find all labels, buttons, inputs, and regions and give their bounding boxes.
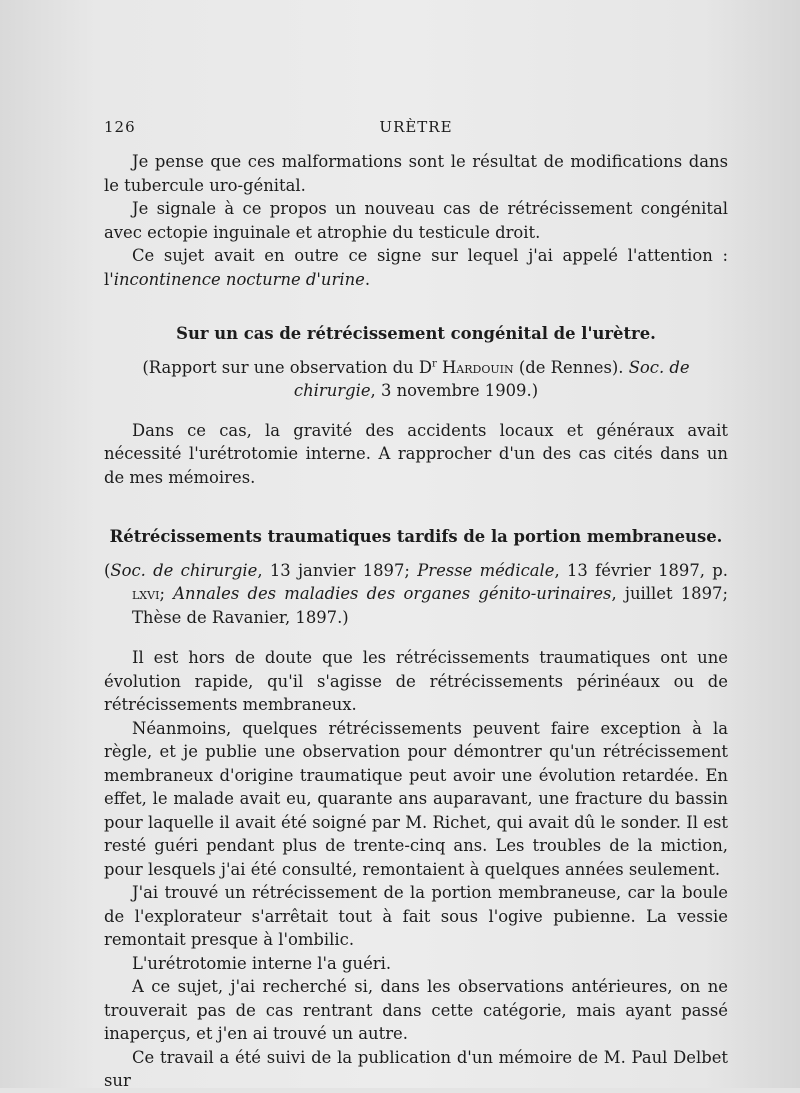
page-body	[104, 150, 728, 1093]
text: (Rapport sur une observation du D	[142, 357, 432, 377]
paragraph	[104, 244, 728, 291]
text: (de Rennes).	[513, 357, 629, 377]
author-name: Hardouin	[442, 357, 514, 377]
text: ;	[159, 584, 174, 603]
running-title: URÈTRE	[379, 118, 453, 136]
paragraph: Il est hors de doute que les rétrécissements traumatiques ont une évolution rapide, qu'il s'agisse de rétrécissements périnéaux ou de rétrécissements membraneux.	[104, 648, 728, 714]
text: (	[104, 560, 111, 580]
journal-name: Soc. de chirurgie	[110, 560, 258, 580]
paragraph: Je signale à ce propos un nouveau cas de rétrécissement congénital avec ectopie inguinale et atrophie du testicule droit.	[104, 199, 728, 242]
text: , 13 février 1897, p.	[554, 560, 728, 580]
paragraph: A ce sujet, j'ai recherché si, dans les observations antérieures, on ne trouverait pas de cas rentrant dans cette catégorie, mais ayant passé inaperçus, et j'en ai trouvé un autre.	[104, 977, 728, 1043]
text: .	[364, 269, 371, 289]
text: , 13 janvier 1897;	[257, 560, 418, 580]
reference-note	[104, 559, 728, 630]
paragraph: L'urétrotomie interne l'a guéri.	[132, 953, 392, 973]
paragraph: J'ai trouvé un rétrécissement de la portion membraneuse, car la boule de l'explorateur s'arrêtait tout à fait sous l'ogive pubienne. La vessie remontait presque à l'ombilic.	[104, 883, 728, 949]
page-header	[104, 118, 728, 142]
paragraph: Ce travail a été suivi de la publication d'un mémoire de M. Paul Delbet sur	[104, 1047, 728, 1090]
journal-name: Soc. de chirurgie	[293, 357, 690, 400]
paragraph: Je pense que ces malformations sont le résultat de modifications dans le tubercule uro-génital.	[104, 152, 728, 195]
section-heading: Rétrécissements traumatiques tardifs de la portion membraneuse.	[109, 527, 723, 546]
journal-name: Presse médicale	[417, 560, 555, 580]
emphasis: incontinence nocturne d'urine	[113, 269, 365, 289]
paragraph: Dans ce cas, la gravité des accidents locaux et généraux avait nécessité l'urétrotomie interne. A rapprocher d'un des cas cités dans un de mes mémoires.	[104, 420, 728, 487]
page-ref: lxvi	[132, 584, 160, 603]
journal-name: Annales des maladies des organes génito-urinaires	[173, 584, 612, 603]
text: , 3 novembre 1909.)	[370, 381, 539, 400]
paragraph: Néanmoins, quelques rétrécissements peuvent faire exception à la règle, et je publie une observation pour démontrer qu'un rétrécissement membraneux d'origine traumatique peut avoir une évolution retardée. En effet, le malade avait eu, quarante ans auparavant, une fracture du bassin pour laquelle il avait été soigné par M. Richet, qui avait dû le sonder. Il est resté guéri pendant plus de trente-cinq ans. Les troubles de la miction, pour lesquels j'ai été consulté, remontaient à quelques années seulement.	[104, 718, 728, 879]
text: Ce sujet avait en outre ce signe sur lequel j'ai appelé l'attention : l'	[104, 246, 728, 289]
section-heading: Sur un cas de rétrécissement congénital de l'urètre.	[176, 324, 656, 343]
page-number: 126	[104, 118, 136, 136]
superscript: r	[432, 358, 437, 370]
text: , juillet 1897; Thèse de Ravanier, 1897.)	[132, 584, 728, 627]
reference-note	[124, 356, 708, 403]
